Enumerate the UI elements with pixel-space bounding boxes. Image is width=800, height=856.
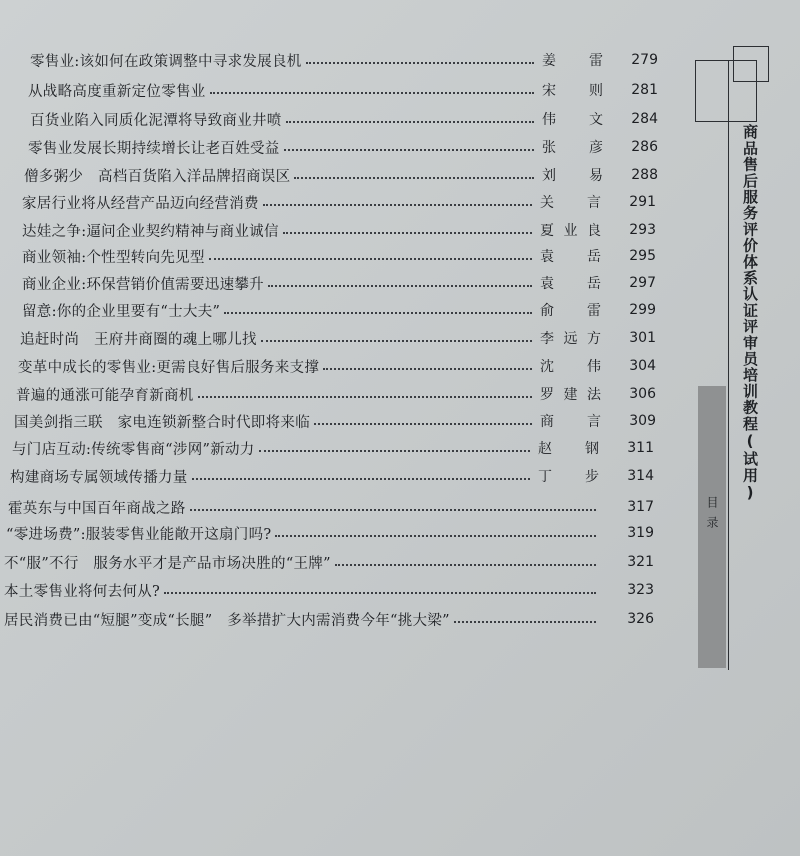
dot-leader <box>190 509 596 511</box>
toc-entry-title: 僧多粥少 高档百货陷入洋品牌招商误区 <box>24 168 291 185</box>
toc-entry-page-number: 306 <box>629 386 656 402</box>
toc-entry[interactable] <box>22 244 656 268</box>
toc-entry-author: 张彦 <box>542 140 604 156</box>
toc-entry-title: 居民消费已由“短腿”变成“长腿” 多举措扩大内需消费今年“挑大梁” <box>4 612 450 629</box>
toc-entry-author: 李远方 <box>540 331 602 347</box>
dot-leader <box>259 450 530 452</box>
toc-entry[interactable] <box>12 436 654 460</box>
toc-entry-page-number: 295 <box>629 248 656 264</box>
toc-entry-page-number: 304 <box>629 358 656 374</box>
toc-entry-page-number: 326 <box>627 611 654 627</box>
toc-entry[interactable] <box>22 190 656 214</box>
toc-entry-title: 留意:你的企业里要有“士大夫” <box>22 303 221 320</box>
toc-entry-page-number: 288 <box>631 167 658 183</box>
section-tab-label: 目录 <box>705 496 719 536</box>
toc-entry[interactable] <box>8 495 654 519</box>
toc-entry-page-number: 299 <box>629 302 656 318</box>
toc-entry-title: 商业领袖:个性型转向先见型 <box>22 249 205 266</box>
toc-entry-title: 霍英东与中国百年商战之路 <box>8 500 186 517</box>
toc-entry-page-number: 319 <box>627 525 654 541</box>
toc-entry[interactable] <box>4 578 654 602</box>
toc-entry-author: 赵钢 <box>538 441 600 457</box>
toc-entry-author: 袁岳 <box>540 249 602 265</box>
dot-leader <box>454 621 596 623</box>
toc-entry-title: 追赶时尚 王府井商圈的魂上哪儿找 <box>20 331 257 348</box>
toc-entry-page-number: 314 <box>627 468 654 484</box>
toc-entry[interactable] <box>16 382 656 406</box>
toc-entry-title: 不“服”不行 服务水平才是产品市场决胜的“王牌” <box>4 555 331 572</box>
toc-entry[interactable] <box>10 464 654 488</box>
toc-entry-page-number: 297 <box>629 275 656 291</box>
dot-leader <box>192 478 530 480</box>
toc-entry-page-number: 323 <box>627 582 654 598</box>
toc-entry-author: 宋则 <box>542 83 604 99</box>
toc-entry-author: 丁步 <box>538 469 600 485</box>
toc-entry-author: 夏业良 <box>540 223 602 239</box>
toc-entry-author: 沈伟 <box>540 359 602 375</box>
toc-entry-author: 刘易 <box>542 168 604 184</box>
side-rule <box>728 60 729 670</box>
toc-entry[interactable] <box>4 607 654 631</box>
toc-entry[interactable] <box>14 409 656 433</box>
toc-entry-title: 商业企业:环保营销价值需要迅速攀升 <box>22 276 264 293</box>
toc-entry-author: 罗建法 <box>540 387 602 403</box>
toc-entry-author: 伟文 <box>542 112 604 128</box>
toc-entry[interactable] <box>4 550 654 574</box>
dot-leader <box>284 149 534 151</box>
dot-leader <box>335 564 596 566</box>
toc-entry-page-number: 281 <box>631 82 658 98</box>
toc-entry[interactable] <box>24 163 658 187</box>
toc-entry-page-number: 311 <box>627 440 654 456</box>
dot-leader <box>263 204 532 206</box>
dot-leader <box>224 312 532 314</box>
toc-entry-author: 关言 <box>540 195 602 211</box>
toc-entry-page-number: 321 <box>627 554 654 570</box>
toc-entry-title: 构建商场专属领域传播力量 <box>10 469 188 486</box>
toc-entry[interactable] <box>28 78 658 102</box>
dot-leader <box>306 62 534 64</box>
dot-leader <box>323 368 532 370</box>
dot-leader <box>268 285 532 287</box>
toc-entry-title: 国美剑指三联 家电连锁新整合时代即将来临 <box>14 414 310 431</box>
toc-entry-title: 变革中成长的零售业:更需良好售后服务来支撑 <box>18 359 320 376</box>
toc-entry[interactable] <box>20 326 656 350</box>
dot-leader <box>209 258 532 260</box>
toc-entry-title: 零售业发展长期持续增长让老百姓受益 <box>28 140 280 157</box>
dot-leader <box>286 121 534 123</box>
toc-entry-title: 本土零售业将何去何从? <box>4 583 161 600</box>
toc-entry-title: 从战略高度重新定位零售业 <box>28 83 206 100</box>
toc-entry-title: 普遍的通涨可能孕育新商机 <box>16 387 194 404</box>
book-title: 商品售后服务评价体系认证评审员培训教程(试用) <box>741 124 759 503</box>
toc-entry-title: 达娃之争:逼问企业契约精神与商业诚信 <box>22 223 279 240</box>
dot-leader <box>275 535 596 537</box>
dot-leader <box>314 423 532 425</box>
dot-leader <box>164 592 596 594</box>
dot-leader <box>294 177 534 179</box>
toc-entry-author: 袁岳 <box>540 276 602 292</box>
toc-entry-author: 俞雷 <box>540 303 602 319</box>
toc-entry[interactable] <box>22 271 656 295</box>
dot-leader <box>283 232 532 234</box>
toc-entry-title: 百货业陷入同质化泥潭将导致商业井喷 <box>30 112 282 129</box>
toc-entry[interactable] <box>28 135 658 159</box>
toc-entry-title: “零进场费”:服装零售业能敞开这扇门吗? <box>6 526 272 543</box>
section-tab <box>698 386 726 668</box>
toc-entry[interactable] <box>30 48 658 72</box>
toc-entry-title: 零售业:该如何在政策调整中寻求发展良机 <box>30 53 302 70</box>
toc-entry-page-number: 317 <box>627 499 654 515</box>
toc-entry-title: 与门店互动:传统零售商“涉网”新动力 <box>12 441 255 458</box>
toc-entry[interactable] <box>22 298 656 322</box>
toc-entry-title: 家居行业将从经营产品迈向经营消费 <box>22 195 259 212</box>
toc-entry-page-number: 286 <box>631 139 658 155</box>
toc-entry[interactable] <box>22 218 656 242</box>
toc-entry-page-number: 284 <box>631 111 658 127</box>
toc-entry[interactable] <box>18 354 656 378</box>
toc-entry[interactable] <box>6 521 654 545</box>
toc-entry[interactable] <box>30 107 658 131</box>
dot-leader <box>198 396 532 398</box>
toc-entry-page-number: 309 <box>629 413 656 429</box>
toc-entry-page-number: 293 <box>629 222 656 238</box>
toc-entry-page-number: 301 <box>629 330 656 346</box>
toc-entry-page-number: 279 <box>631 52 658 68</box>
toc-entry-author: 商言 <box>540 414 602 430</box>
decorative-frame-inner <box>733 46 769 82</box>
dot-leader <box>261 340 532 342</box>
toc-entry-author: 姜雷 <box>542 53 604 69</box>
toc-entry-page-number: 291 <box>629 194 656 210</box>
dot-leader <box>210 92 534 94</box>
